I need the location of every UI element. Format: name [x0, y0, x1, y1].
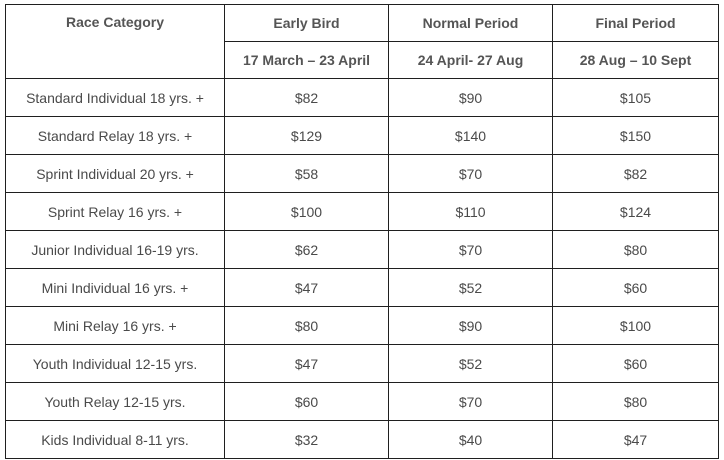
table-row — [6, 231, 719, 269]
final-period-price-cell: $150 — [553, 117, 719, 155]
final-period-price-cell: $47 — [553, 421, 719, 459]
race-category-cell: Youth Individual 12-15 yrs. — [6, 345, 225, 383]
final-period-price-cell: $124 — [553, 193, 719, 231]
final-period-price-cell: $60 — [553, 269, 719, 307]
header-final-period: Final Period — [553, 5, 719, 42]
normal-period-price-cell: $90 — [389, 307, 553, 345]
normal-period-price-cell: $110 — [389, 193, 553, 231]
race-category-cell: Kids Individual 8-11 yrs. — [6, 421, 225, 459]
table-row — [6, 117, 719, 155]
early-bird-price-cell: $100 — [225, 193, 389, 231]
normal-period-price-cell: $52 — [389, 345, 553, 383]
table-header — [6, 5, 719, 79]
table-row — [6, 193, 719, 231]
header-normal-period-dates: 24 April- 27 Aug — [389, 42, 553, 79]
final-period-price-cell: $80 — [553, 383, 719, 421]
table-row — [6, 269, 719, 307]
table-row — [6, 383, 719, 421]
race-category-cell: Youth Relay 12-15 yrs. — [6, 383, 225, 421]
header-early-bird-dates: 17 March – 23 April — [225, 42, 389, 79]
header-normal-period: Normal Period — [389, 5, 553, 42]
race-category-cell: Mini Individual 16 yrs. + — [6, 269, 225, 307]
early-bird-price-cell: $47 — [225, 269, 389, 307]
early-bird-price-cell: $80 — [225, 307, 389, 345]
header-race-category: Race Category — [6, 5, 225, 79]
header-final-period-dates: 28 Aug – 10 Sept — [553, 42, 719, 79]
normal-period-price-cell: $70 — [389, 383, 553, 421]
final-period-price-cell: $82 — [553, 155, 719, 193]
normal-period-price-cell: $140 — [389, 117, 553, 155]
early-bird-price-cell: $58 — [225, 155, 389, 193]
table-row — [6, 155, 719, 193]
final-period-price-cell: $60 — [553, 345, 719, 383]
race-category-cell: Mini Relay 16 yrs. + — [6, 307, 225, 345]
early-bird-price-cell: $47 — [225, 345, 389, 383]
final-period-price-cell: $105 — [553, 79, 719, 117]
normal-period-price-cell: $52 — [389, 269, 553, 307]
table-row — [6, 79, 719, 117]
race-category-cell: Standard Individual 18 yrs. + — [6, 79, 225, 117]
early-bird-price-cell: $129 — [225, 117, 389, 155]
early-bird-price-cell: $32 — [225, 421, 389, 459]
table-row — [6, 421, 719, 459]
normal-period-price-cell: $40 — [389, 421, 553, 459]
normal-period-price-cell: $90 — [389, 79, 553, 117]
early-bird-price-cell: $60 — [225, 383, 389, 421]
race-category-cell: Junior Individual 16-19 yrs. — [6, 231, 225, 269]
normal-period-price-cell: $70 — [389, 231, 553, 269]
early-bird-price-cell: $82 — [225, 79, 389, 117]
header-early-bird: Early Bird — [225, 5, 389, 42]
race-category-cell: Sprint Individual 20 yrs. + — [6, 155, 225, 193]
race-pricing-table — [5, 4, 719, 459]
normal-period-price-cell: $70 — [389, 155, 553, 193]
final-period-price-cell: $80 — [553, 231, 719, 269]
race-category-cell: Sprint Relay 16 yrs. + — [6, 193, 225, 231]
race-category-cell: Standard Relay 18 yrs. + — [6, 117, 225, 155]
table-body — [6, 79, 719, 459]
header-row-period-names — [6, 5, 719, 42]
early-bird-price-cell: $62 — [225, 231, 389, 269]
table-row — [6, 307, 719, 345]
final-period-price-cell: $100 — [553, 307, 719, 345]
table-row — [6, 345, 719, 383]
